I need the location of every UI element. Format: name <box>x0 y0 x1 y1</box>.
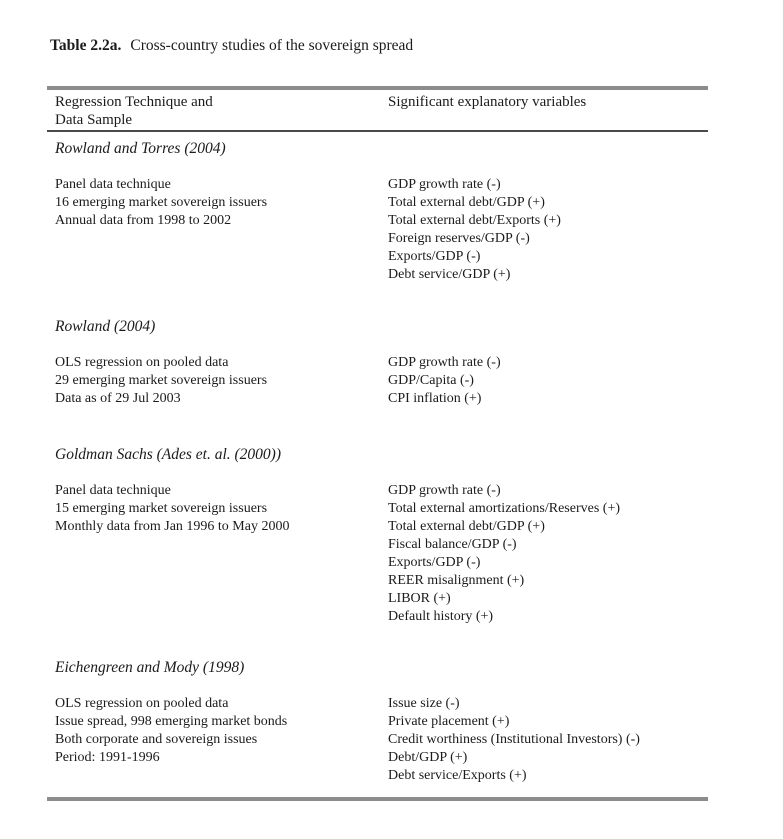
study-sample-column <box>55 176 388 284</box>
study-section-rowland-torres-2004 <box>55 139 708 284</box>
header-col-technique-line1: Regression Technique and <box>55 94 213 110</box>
study-name: Eichengreen and Mody (1998) <box>55 659 245 676</box>
variable-line: Debt service/Exports (+) <box>388 768 527 783</box>
study-variables-column <box>388 354 708 408</box>
study-columns <box>55 176 708 284</box>
header-col-technique <box>55 93 388 129</box>
variable-line: REER misalignment (+) <box>388 573 525 588</box>
sample-line: 16 emerging market sovereign issuers <box>55 195 268 210</box>
variable-line: Issue size (-) <box>388 696 460 711</box>
variable-line: Total external debt/GDP (+) <box>388 519 545 534</box>
study-variables-column <box>388 482 708 626</box>
sample-line: 29 emerging market sovereign issuers <box>55 373 268 388</box>
variable-line: Default history (+) <box>388 609 494 624</box>
variable-line: Total external amortizations/Reserves (+) <box>388 501 620 516</box>
study-columns <box>55 695 708 785</box>
variable-line: Total external debt/Exports (+) <box>388 213 561 228</box>
table-caption <box>50 36 413 56</box>
sample-line: Panel data technique <box>55 483 171 498</box>
sample-line: Monthly data from Jan 1996 to May 2000 <box>55 519 290 534</box>
study-sample-column <box>55 695 388 785</box>
variable-line: Debt/GDP (+) <box>388 750 468 765</box>
study-variables-column <box>388 176 708 284</box>
study-columns <box>55 482 708 626</box>
study-name: Goldman Sachs (Ades et. al. (2000)) <box>55 446 281 463</box>
variable-line: Total external debt/GDP (+) <box>388 195 545 210</box>
study-sample-column <box>55 482 388 626</box>
table-bottom-border <box>47 797 708 801</box>
variable-line: Foreign reserves/GDP (-) <box>388 231 530 246</box>
variable-line: Debt service/GDP (+) <box>388 267 511 282</box>
table-header-row <box>55 93 708 129</box>
sample-line: Period: 1991-1996 <box>55 750 160 765</box>
variable-line: GDP growth rate (-) <box>388 355 501 370</box>
variable-line: LIBOR (+) <box>388 591 451 606</box>
variable-line: Exports/GDP (-) <box>388 555 481 570</box>
study-section-goldman-sachs-2000 <box>55 445 708 626</box>
study-section-rowland-2004 <box>55 317 708 408</box>
header-col-variables: Significant explanatory variables <box>388 94 587 110</box>
sample-line: Annual data from 1998 to 2002 <box>55 213 232 228</box>
study-section-eichengreen-mody-1998 <box>55 658 708 785</box>
sample-line: Panel data technique <box>55 177 171 192</box>
variable-line: GDP growth rate (-) <box>388 483 501 498</box>
sample-line: Both corporate and sovereign issues <box>55 732 258 747</box>
study-sample-column <box>55 354 388 408</box>
study-columns <box>55 354 708 408</box>
studies-table <box>47 86 708 805</box>
variable-line: GDP/Capita (-) <box>388 373 474 388</box>
table-top-border <box>47 86 708 90</box>
header-col-technique-line2: Data Sample <box>55 112 133 128</box>
study-name: Rowland and Torres (2004) <box>55 140 226 157</box>
variable-line: GDP growth rate (-) <box>388 177 501 192</box>
sample-line: Data as of 29 Jul 2003 <box>55 391 181 406</box>
sample-line: OLS regression on pooled data <box>55 355 229 370</box>
variable-line: Exports/GDP (-) <box>388 249 481 264</box>
variable-line: Credit worthiness (Institutional Investors) (-) <box>388 732 640 747</box>
sample-line: OLS regression on pooled data <box>55 696 229 711</box>
table-caption-label: Table 2.2a. <box>50 37 122 54</box>
variable-line: Private placement (+) <box>388 714 510 729</box>
table-caption-text: Cross-country studies of the sovereign spread <box>130 37 414 54</box>
variable-line: Fiscal balance/GDP (-) <box>388 537 517 552</box>
study-variables-column <box>388 695 708 785</box>
variable-line: CPI inflation (+) <box>388 391 482 406</box>
sample-line: 15 emerging market sovereign issuers <box>55 501 268 516</box>
study-name: Rowland (2004) <box>55 318 156 335</box>
header-bottom-border <box>47 130 708 132</box>
sample-line: Issue spread, 998 emerging market bonds <box>55 714 288 729</box>
